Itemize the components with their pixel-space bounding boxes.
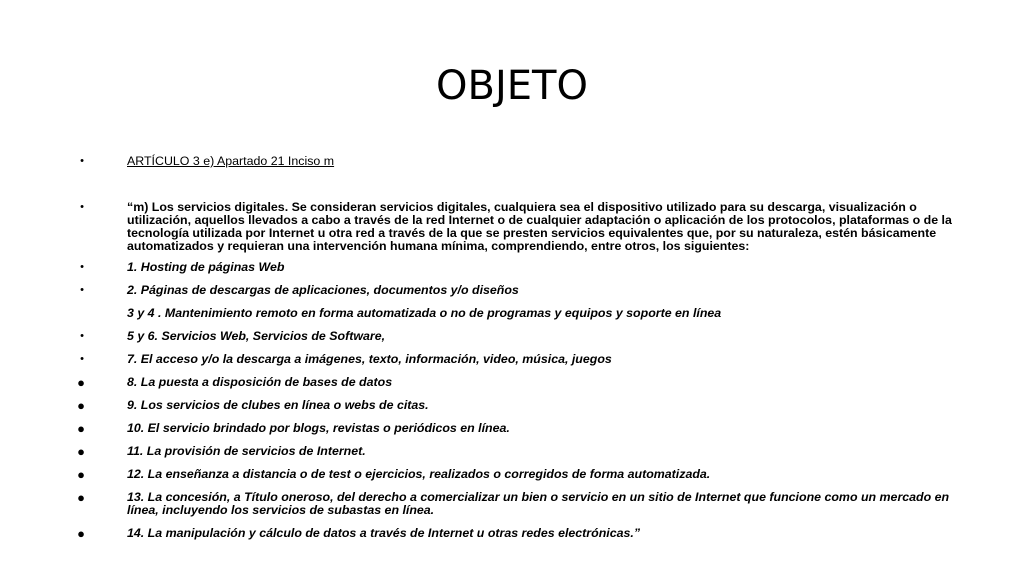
bullet-marker: • <box>80 201 84 213</box>
list-item-text: 10. El servicio brindado por blogs, revistas o periódicos en línea. <box>127 421 510 435</box>
list-item-text: 9. Los servicios de clubes en línea o webs de citas. <box>127 398 429 412</box>
list-item-text: 13. La concesión, a Título oneroso, del derecho a comercializar un bien o servicio en un sitio de Internet que funcione como un mercado en línea, incluyendo los servicios de subastas en línea. <box>127 490 950 517</box>
bullet-marker: • <box>80 261 84 273</box>
list-item-text: 14. La manipulación y cálculo de datos a través de Internet u otras redes electrónicas.” <box>127 526 641 540</box>
bullet-marker: • <box>80 353 84 365</box>
bullet-marker: ● <box>77 398 85 413</box>
list-item-text: 5 y 6. Servicios Web, Servicios de Software, <box>127 329 386 343</box>
list-item-text: 8. La puesta a disposición de bases de datos <box>127 375 393 389</box>
slide-title: OBJETO <box>436 63 588 109</box>
bullet-marker: ● <box>77 421 85 436</box>
list-item-text: 3 y 4 . Mantenimiento remoto en forma automatizada o no de programas y equipos y soporte en línea <box>127 306 722 320</box>
bullet-marker: ● <box>77 526 85 541</box>
bullet-marker: • <box>80 330 84 342</box>
bullet-marker: • <box>80 155 84 167</box>
bullet-marker: ● <box>77 467 85 482</box>
list-item-text: 1. Hosting de páginas Web <box>127 260 285 274</box>
bullet-marker: ● <box>77 490 85 505</box>
list-item-text: 12. La enseñanza a distancia o de test o ejercicios, realizados o corregidos de forma automatizada. <box>127 467 711 481</box>
bullet-marker: • <box>80 284 84 296</box>
list-item-text: 2. Páginas de descargas de aplicaciones, documentos y/o diseños <box>127 283 519 297</box>
list-item-text: “m) Los servicios digitales. Se consideran servicios digitales, cualquiera sea el dispositivo utilizado para su descarga, visualización o utilización, aquellos llevados a cabo a través de la red Internet o de cualquier adaptación o aplicación de los protocolos, plataformas o de la tecnología utilizada por Internet u otra red a través de la que se presten servicios equivalentes que, por su naturaleza, estén básicamente automatizados y requieran una intervención humana mínima, comprendiendo, entre otros, los siguientes: <box>127 200 952 253</box>
bullet-marker: ● <box>77 375 85 390</box>
article-reference: ARTÍCULO 3 e) Apartado 21 Inciso m <box>127 154 335 168</box>
list-item-text: 7. El acceso y/o la descarga a imágenes, texto, información, video, música, juegos <box>127 352 612 366</box>
bullet-marker: ● <box>77 444 85 459</box>
list-item-text: 11. La provisión de servicios de Internet. <box>127 444 366 458</box>
